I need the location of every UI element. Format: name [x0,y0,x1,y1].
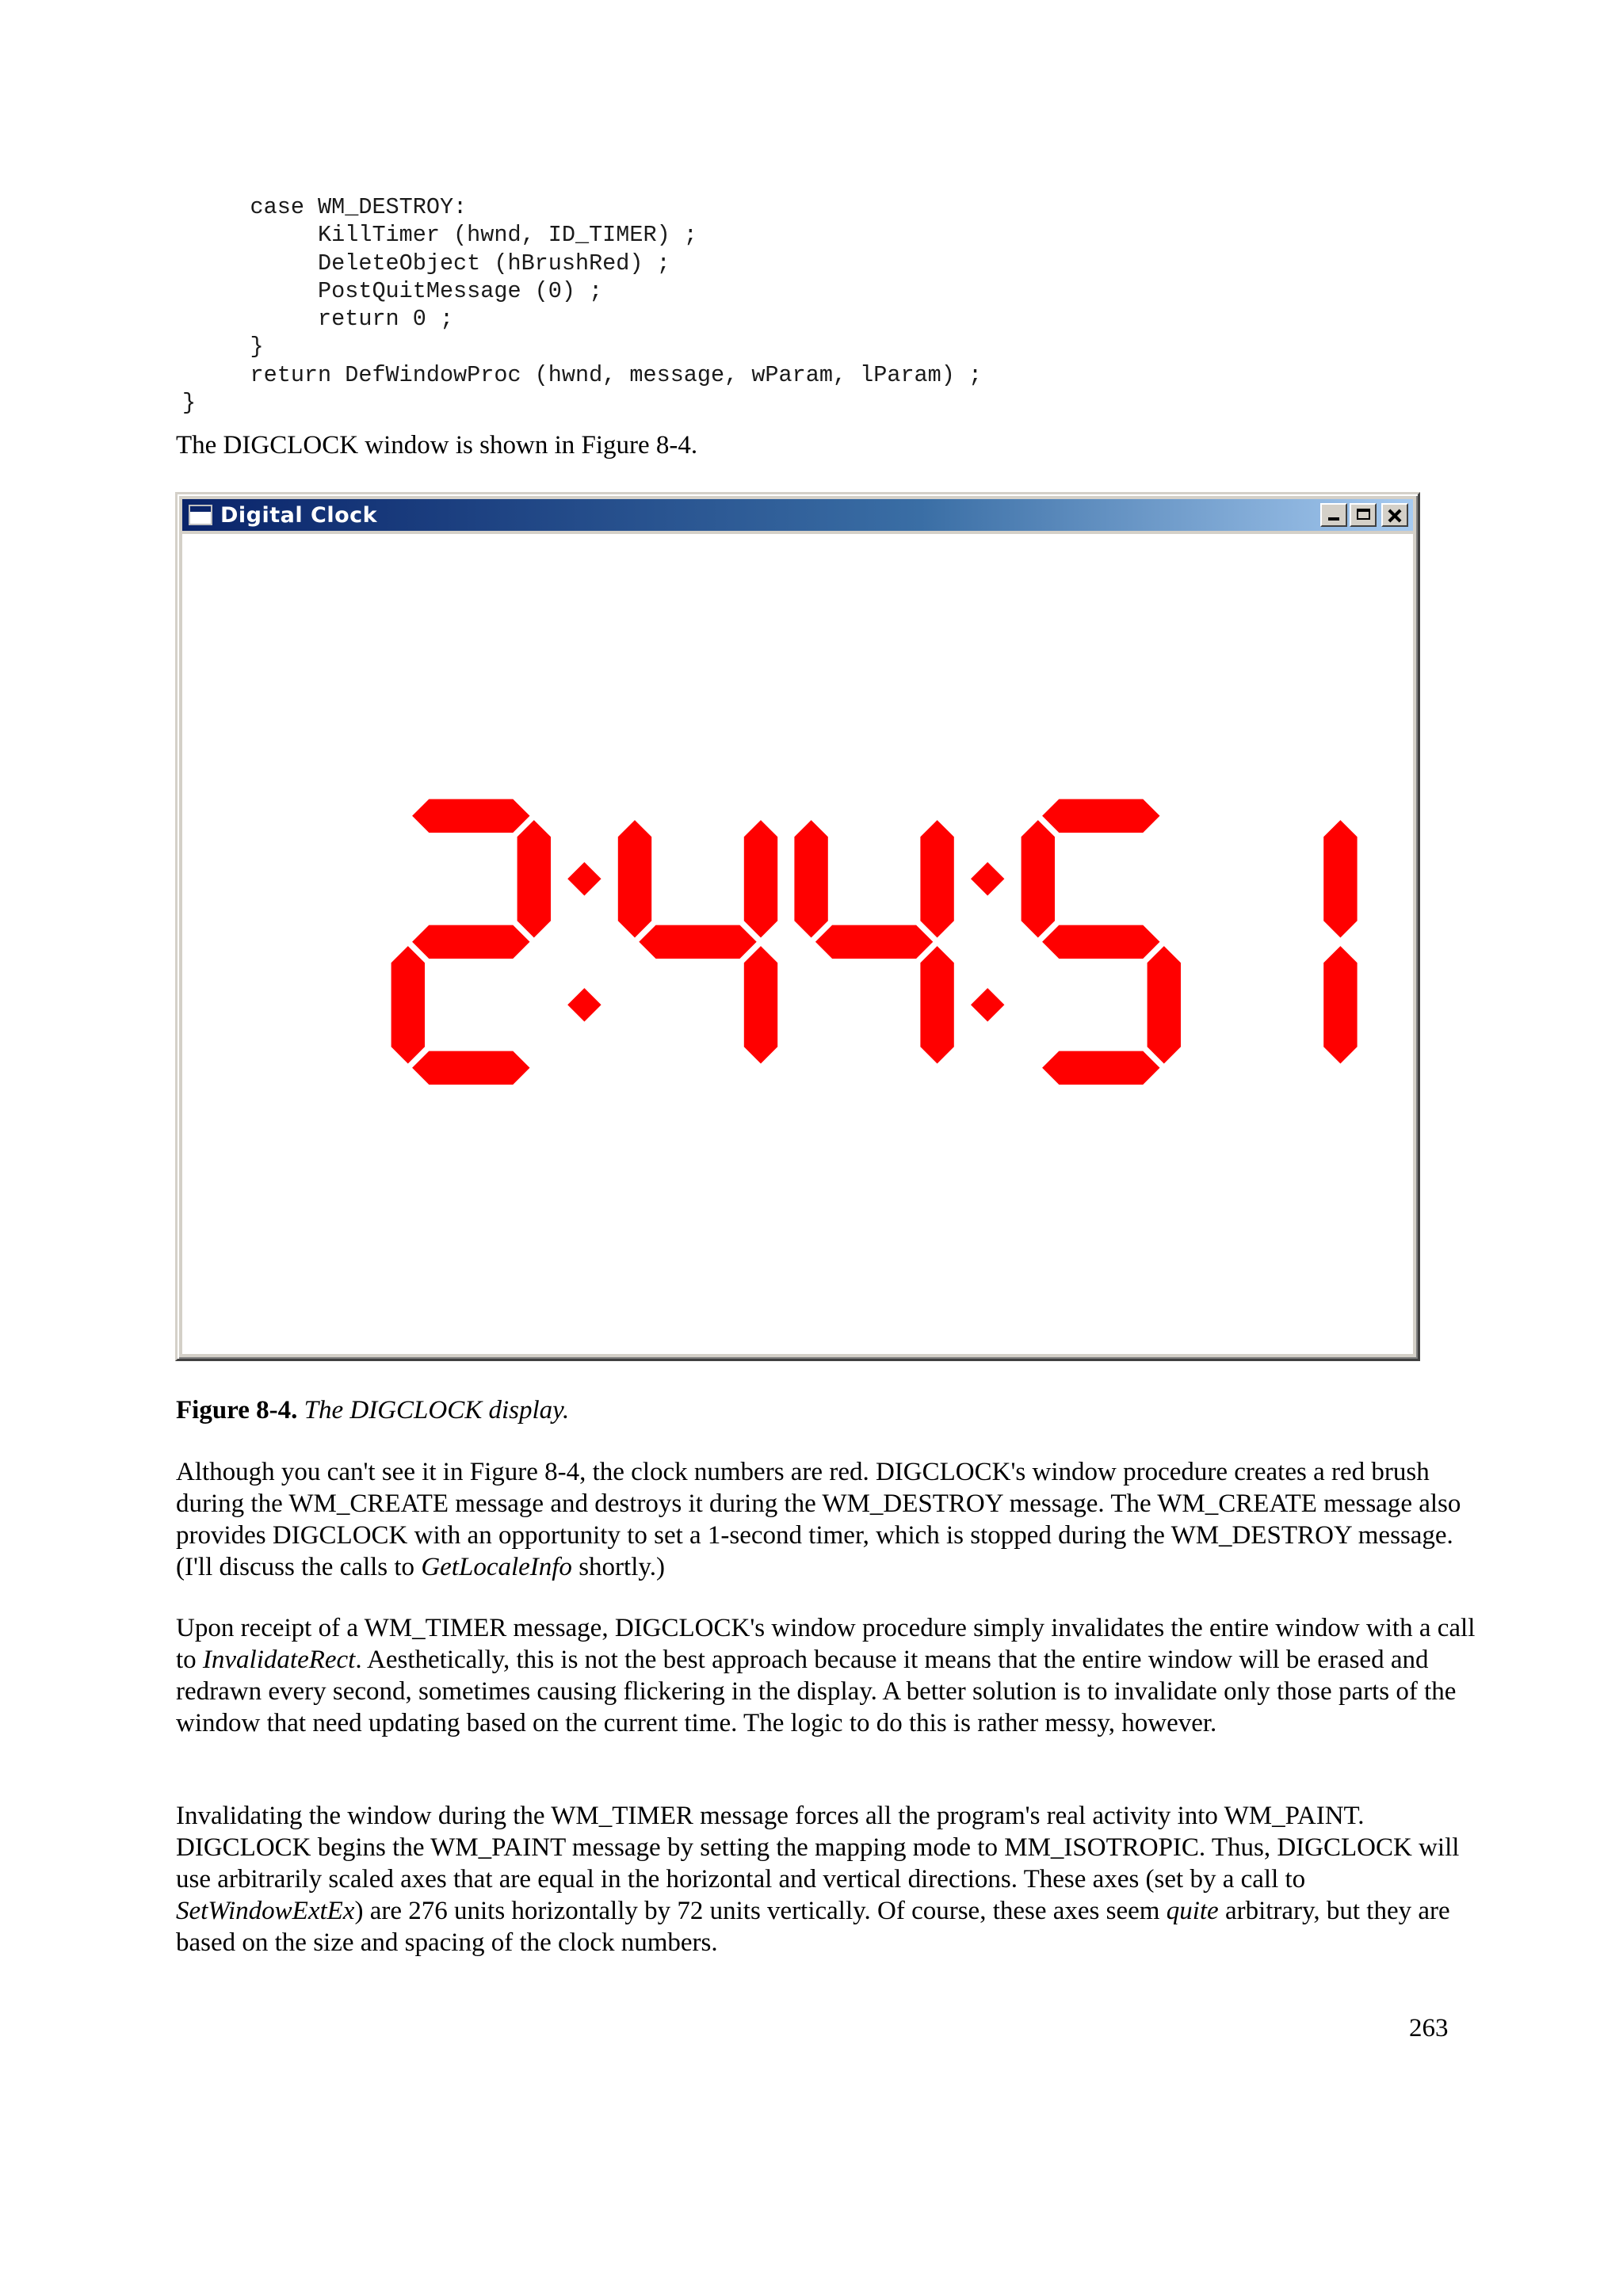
code-line: DeleteObject (hBrushRed) ; [182,250,670,277]
figure-caption [176,1394,569,1426]
digit-4-seg-upper-left [618,820,651,937]
italic-term: InvalidateRect [202,1646,356,1674]
digit-4-seg-lower-right [920,946,953,1063]
digit-1-seg-lower-right [1323,946,1357,1063]
text-run: . Aesthetically, this is not the best approach because it means that the entire window will be erased and redrawn every second, sometimes causing flickering in the display. A better solution is to invalidate only those parts of the window that need updating based on the current time. The logic to do this is rather messy, however. [176,1646,1457,1737]
clock-display [182,534,1408,1354]
digit-4-seg-upper-left [794,820,827,937]
digit-2-seg-bottom [412,1051,529,1085]
colon-dot-top [971,862,1004,895]
digital-clock-window [175,492,1420,1361]
digit-2-seg-lower-left [391,946,425,1063]
italic-term: GetLocaleInfo [421,1553,572,1581]
italic-term: SetWindowExtEx [176,1897,355,1925]
close-button[interactable] [1381,503,1408,527]
intro-text: The DIGCLOCK window is shown in Figure 8-4. [176,431,698,460]
code-line: return 0 ; [182,306,454,333]
code-line: } [182,390,197,417]
digit-2-seg-middle [412,925,529,959]
figure-caption-text: The DIGCLOCK display. [304,1396,570,1425]
paragraph-2 [176,1612,1476,1739]
code-block [182,193,982,417]
paragraph-3 [176,1800,1476,1958]
colon-dot-bottom [971,988,1004,1021]
paragraph-1 [176,1456,1476,1583]
window-app-icon[interactable] [189,505,212,525]
text-run: arbitrary, but they are based on the size and spacing of the clock numbers. [176,1897,1450,1957]
page-number: 263 [1409,2014,1449,2042]
digit-5-seg-middle [1042,925,1159,959]
code-line: return DefWindowProc (hwnd, message, wParam, lParam) ; [182,361,983,388]
code-line: PostQuitMessage (0) ; [182,277,603,304]
colon-dot-bottom [567,988,601,1021]
digit-4-seg-lower-right [744,946,777,1063]
figure-label: Figure 8-4. [176,1396,298,1425]
maximize-button[interactable] [1350,503,1377,527]
digit-4-seg-upper-right [920,820,953,937]
text-run: Invalidating the window during the WM_TIMER message forces all the program's real activity into WM_PAINT. DIGCLOCK begins the WM_PAINT message by setting the mapping mode to MM_ISOTROPIC. Thus, DIGCLOCK will use arbitrarily scaled axes that are equal in the horizontal and vertical directions. These axes (set by a call to [176,1802,1460,1894]
code-line: case WM_DESTROY: [182,194,468,220]
window-title: Digital Clock [220,502,378,528]
title-bar-buttons [1318,503,1408,527]
code-line: KillTimer (hwnd, ID_TIMER) ; [182,222,697,249]
text-run: ) are 276 units horizontally by 72 units vertically. Of course, these axes seem [354,1897,1167,1925]
italic-term: quite [1166,1897,1219,1925]
client-area [182,534,1413,1354]
digit-4-seg-upper-right [744,820,777,937]
digit-5-seg-upper-left [1022,820,1055,937]
digit-5-seg-bottom [1042,1051,1159,1085]
digit-4-seg-middle [815,925,933,959]
digit-5-seg-lower-right [1148,946,1181,1063]
title-bar[interactable] [182,499,1413,531]
minimize-button[interactable] [1320,503,1347,527]
digit-1-seg-upper-right [1323,820,1357,937]
digit-5-seg-top [1042,799,1159,833]
code-line: } [182,334,264,360]
digit-2-seg-upper-right [517,820,551,937]
digit-4-seg-middle [639,925,756,959]
digit-2-seg-top [412,799,529,833]
text-run: Upon receipt of a WM_TIMER message, DIGCLOCK's window procedure simply invalidates the entire window with a call to [176,1614,1476,1674]
text-run: shortly.) [571,1553,665,1581]
clock-digits-group [391,799,1358,1085]
text-run: Although you can't see it in Figure 8-4, the clock numbers are red. DIGCLOCK's window procedure creates a red brush during the WM_CREATE message and destroys it during the WM_DESTROY message. The WM_CREATE message also provides DIGCLOCK with an opportunity to set a 1-second timer, which is stopped during the WM_DESTROY message. (I'll discuss the calls to [176,1458,1461,1581]
colon-dot-top [567,862,601,895]
